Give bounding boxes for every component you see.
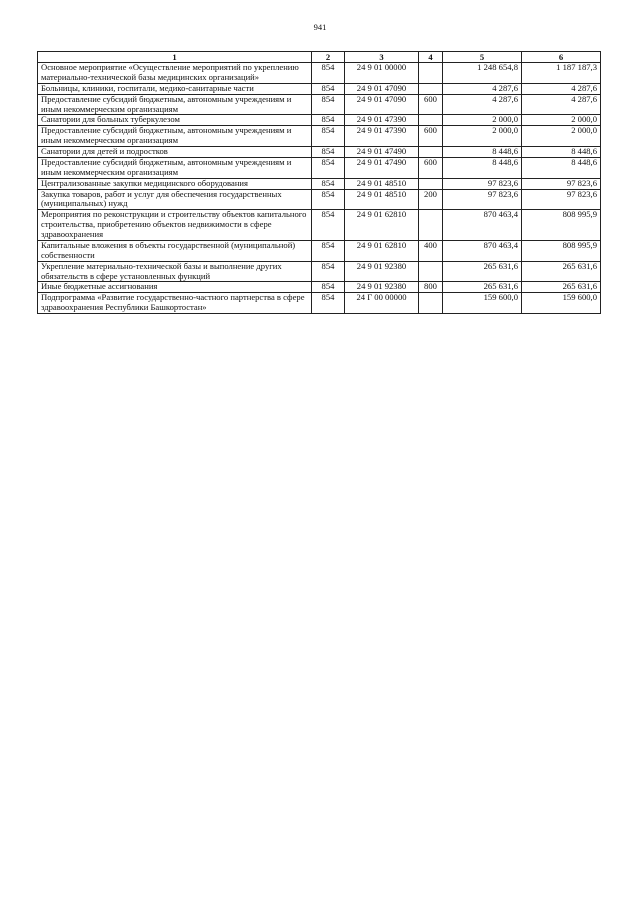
row-type-cell: 600 [419,94,443,115]
row-name-cell: Укрепление материально-технической базы и выполнение других обязательств в сфере установленных функций [38,261,312,282]
row-code-cell: 24 9 01 48510 [345,189,419,210]
row-ministry-cell: 854 [312,282,345,293]
row-ministry-cell: 854 [312,157,345,178]
row-amount-1-cell: 870 463,4 [443,210,522,241]
column-header: 6 [522,52,601,63]
row-amount-1-cell: 4 287,6 [443,94,522,115]
row-type-cell [419,147,443,158]
row-amount-1-cell: 265 631,6 [443,261,522,282]
row-name-cell: Больницы, клиники, госпитали, медико-санитарные части [38,83,312,94]
row-ministry-cell: 854 [312,293,345,314]
row-ministry-cell: 854 [312,83,345,94]
row-amount-2-cell: 97 823,6 [522,178,601,189]
row-amount-1-cell: 2 000,0 [443,126,522,147]
row-ministry-cell: 854 [312,210,345,241]
table-row [38,240,601,261]
row-name-cell: Предоставление субсидий бюджетным, автономным учреждениям и иным некоммерческим организациям [38,94,312,115]
table-body [38,63,601,314]
row-amount-1-cell: 97 823,6 [443,189,522,210]
row-amount-2-cell: 808 995,9 [522,210,601,241]
row-code-cell: 24 9 01 00000 [345,63,419,84]
row-ministry-cell: 854 [312,126,345,147]
table-row [38,126,601,147]
row-amount-2-cell: 2 000,0 [522,115,601,126]
row-type-cell [419,83,443,94]
row-amount-1-cell: 870 463,4 [443,240,522,261]
table-row [38,115,601,126]
table-row [38,157,601,178]
row-code-cell: 24 Г 00 00000 [345,293,419,314]
row-name-cell: Централизованные закупки медицинского оборудования [38,178,312,189]
table-row [38,94,601,115]
table-row [38,63,601,84]
row-code-cell: 24 9 01 47390 [345,115,419,126]
table-row [38,178,601,189]
row-code-cell: 24 9 01 62810 [345,240,419,261]
row-code-cell: 24 9 01 47090 [345,94,419,115]
row-amount-1-cell: 1 248 654,8 [443,63,522,84]
row-ministry-cell: 854 [312,115,345,126]
row-ministry-cell: 854 [312,240,345,261]
row-name-cell: Санатории для детей и подростков [38,147,312,158]
row-type-cell [419,178,443,189]
row-amount-2-cell: 4 287,6 [522,94,601,115]
row-type-cell [419,293,443,314]
table-row [38,189,601,210]
row-amount-1-cell: 8 448,6 [443,157,522,178]
row-name-cell: Подпрограмма «Развитие государственно-частного партнерства в сфере здравоохранения Республики Башкортостан» [38,293,312,314]
row-amount-2-cell: 265 631,6 [522,282,601,293]
row-code-cell: 24 9 01 48510 [345,178,419,189]
row-amount-2-cell: 4 287,6 [522,83,601,94]
row-ministry-cell: 854 [312,94,345,115]
row-amount-1-cell: 97 823,6 [443,178,522,189]
column-header: 1 [38,52,312,63]
row-name-cell: Иные бюджетные ассигнования [38,282,312,293]
row-amount-1-cell: 8 448,6 [443,147,522,158]
row-name-cell: Закупка товаров, работ и услуг для обеспечения государственных (муниципальных) нужд [38,189,312,210]
row-name-cell: Предоставление субсидий бюджетным, автономным учреждениям и иным некоммерческим организациям [38,157,312,178]
table-row [38,83,601,94]
row-amount-2-cell: 8 448,6 [522,147,601,158]
row-ministry-cell: 854 [312,63,345,84]
row-code-cell: 24 9 01 47490 [345,157,419,178]
row-type-cell [419,63,443,84]
column-header: 3 [345,52,419,63]
row-code-cell: 24 9 01 47390 [345,126,419,147]
row-amount-1-cell: 159 600,0 [443,293,522,314]
row-amount-2-cell: 97 823,6 [522,189,601,210]
column-header: 2 [312,52,345,63]
row-amount-2-cell: 159 600,0 [522,293,601,314]
row-ministry-cell: 854 [312,261,345,282]
row-amount-2-cell: 1 187 187,3 [522,63,601,84]
row-name-cell: Санатории для больных туберкулезом [38,115,312,126]
row-name-cell: Мероприятия по реконструкции и строительству объектов капитального строительства, приобретению объектов недвижимости в сфере здравоохранения [38,210,312,241]
table-row [38,147,601,158]
row-code-cell: 24 9 01 92380 [345,261,419,282]
row-ministry-cell: 854 [312,178,345,189]
row-amount-1-cell: 2 000,0 [443,115,522,126]
row-code-cell: 24 9 01 92380 [345,282,419,293]
row-type-cell: 800 [419,282,443,293]
row-type-cell: 400 [419,240,443,261]
row-type-cell [419,210,443,241]
row-ministry-cell: 854 [312,189,345,210]
table-row [38,210,601,241]
row-name-cell: Предоставление субсидий бюджетным, автономным учреждениям и иным некоммерческим организациям [38,126,312,147]
page-number: 941 [313,22,327,32]
row-amount-1-cell: 265 631,6 [443,282,522,293]
row-type-cell: 600 [419,126,443,147]
table-row [38,293,601,314]
row-type-cell [419,115,443,126]
table-row [38,261,601,282]
table-row [38,282,601,293]
row-code-cell: 24 9 01 47090 [345,83,419,94]
row-type-cell [419,261,443,282]
row-type-cell: 600 [419,157,443,178]
row-name-cell: Капитальные вложения в объекты государственной (муниципальной) собственности [38,240,312,261]
table-header-row [38,52,601,63]
row-type-cell: 200 [419,189,443,210]
row-code-cell: 24 9 01 47490 [345,147,419,158]
row-ministry-cell: 854 [312,147,345,158]
row-amount-2-cell: 808 995,9 [522,240,601,261]
column-header: 5 [443,52,522,63]
row-code-cell: 24 9 01 62810 [345,210,419,241]
budget-table [37,51,601,314]
row-amount-2-cell: 8 448,6 [522,157,601,178]
row-amount-1-cell: 4 287,6 [443,83,522,94]
column-header: 4 [419,52,443,63]
row-amount-2-cell: 265 631,6 [522,261,601,282]
row-amount-2-cell: 2 000,0 [522,126,601,147]
row-name-cell: Основное мероприятие «Осуществление мероприятий по укреплению материально-технической базы медицинских организаций» [38,63,312,84]
